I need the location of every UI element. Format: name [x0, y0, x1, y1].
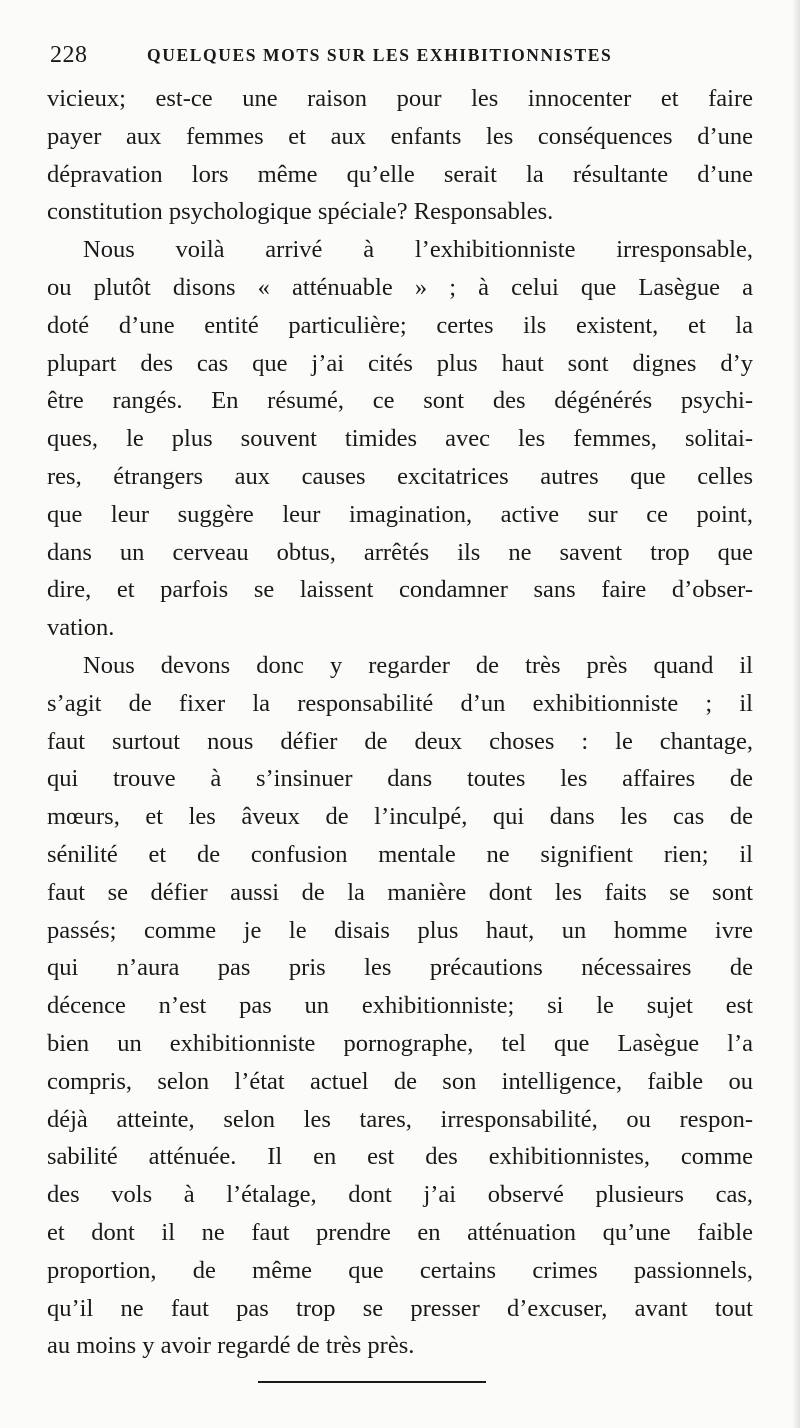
text-line: des vols à l’étalage, dont j’ai observé plusieurs cas,: [47, 1181, 753, 1209]
text-line: sénilité et de confusion mentale ne signifient rien; il: [47, 840, 753, 868]
text-line: qu’il ne faut pas trop se presser d’excuser, avant tout: [47, 1294, 753, 1322]
running-head: [50, 40, 770, 70]
text-line: res, étrangers aux causes excitatrices autres que celles: [47, 462, 753, 490]
text-line: qui trouve à s’insinuer dans toutes les affaires de: [47, 765, 753, 793]
text-line: proportion, de même que certains crimes passionnels,: [47, 1256, 753, 1284]
text-line: au moins y avoir regardé de très près.: [47, 1332, 415, 1360]
text-line: doté d’une entité particulière; certes ils existent, et la: [47, 311, 753, 339]
text-line: être rangés. En résumé, ce sont des dégénérés psychi-: [47, 387, 753, 415]
text-line: vation.: [47, 614, 115, 642]
paragraph-3: [47, 647, 753, 1365]
text-line: dans un cerveau obtus, arrêtés ils ne savent trop que: [47, 538, 753, 566]
text-line: constitution psychologique spéciale? Responsables.: [47, 198, 554, 226]
section-end-rule: [258, 1381, 486, 1383]
text-line: passés; comme je le disais plus haut, un homme ivre: [47, 916, 753, 944]
text-line: compris, selon l’état actuel de son intelligence, faible ou: [47, 1067, 753, 1095]
text-line: déjà atteinte, selon les tares, irresponsabilité, ou respon-: [47, 1105, 753, 1133]
text-line: vicieux; est-ce une raison pour les innocenter et faire: [47, 85, 753, 112]
text-line: ou plutôt disons « atténuable » ; à celui que Lasègue a: [47, 273, 753, 301]
text-line: Nous voilà arrivé à l’exhibitionniste irresponsable,: [83, 236, 753, 264]
text-line: décence n’est pas un exhibitionniste; si le sujet est: [47, 992, 753, 1020]
text-line: sabilité atténuée. Il en est des exhibitionnistes, comme: [47, 1143, 753, 1171]
text-line: s’agit de fixer la responsabilité d’un exhibitionniste ; il: [47, 689, 753, 717]
running-title: QUELQUES MOTS SUR LES EXHIBITIONNISTES: [147, 45, 613, 65]
scan-edge-shadow: [792, 0, 800, 1428]
text-line: faut se défier aussi de la manière dont les faits se sont: [47, 878, 753, 906]
paragraph-1: [47, 80, 753, 231]
text-line: Nous devons donc y regarder de très près quand il: [83, 651, 753, 679]
paragraph-2: [47, 231, 753, 647]
text-line: et dont il ne faut prendre en atténuation qu’une faible: [47, 1218, 753, 1246]
body-text: [47, 80, 753, 1365]
text-line: qui n’aura pas pris les précautions nécessaires de: [47, 954, 753, 982]
text-line: mœurs, et les âveux de l’inculpé, qui dans les cas de: [47, 803, 753, 831]
text-line: plupart des cas que j’ai cités plus haut sont dignes d’y: [47, 349, 753, 377]
page-number: 228: [50, 42, 88, 68]
text-line: bien un exhibitionniste pornographe, tel que Lasègue l’a: [47, 1029, 753, 1057]
text-line: ques, le plus souvent timides avec les femmes, solitai-: [47, 425, 753, 453]
text-line: dire, et parfois se laissent condamner sans faire d’obser-: [47, 576, 753, 604]
text-line: que leur suggère leur imagination, active sur ce point,: [47, 500, 753, 528]
text-line: dépravation lors même qu’elle serait la résultante d’une: [47, 160, 753, 188]
text-line: faut surtout nous défier de deux choses : le chantage,: [47, 727, 753, 755]
text-line: payer aux femmes et aux enfants les conséquences d’une: [47, 122, 753, 150]
